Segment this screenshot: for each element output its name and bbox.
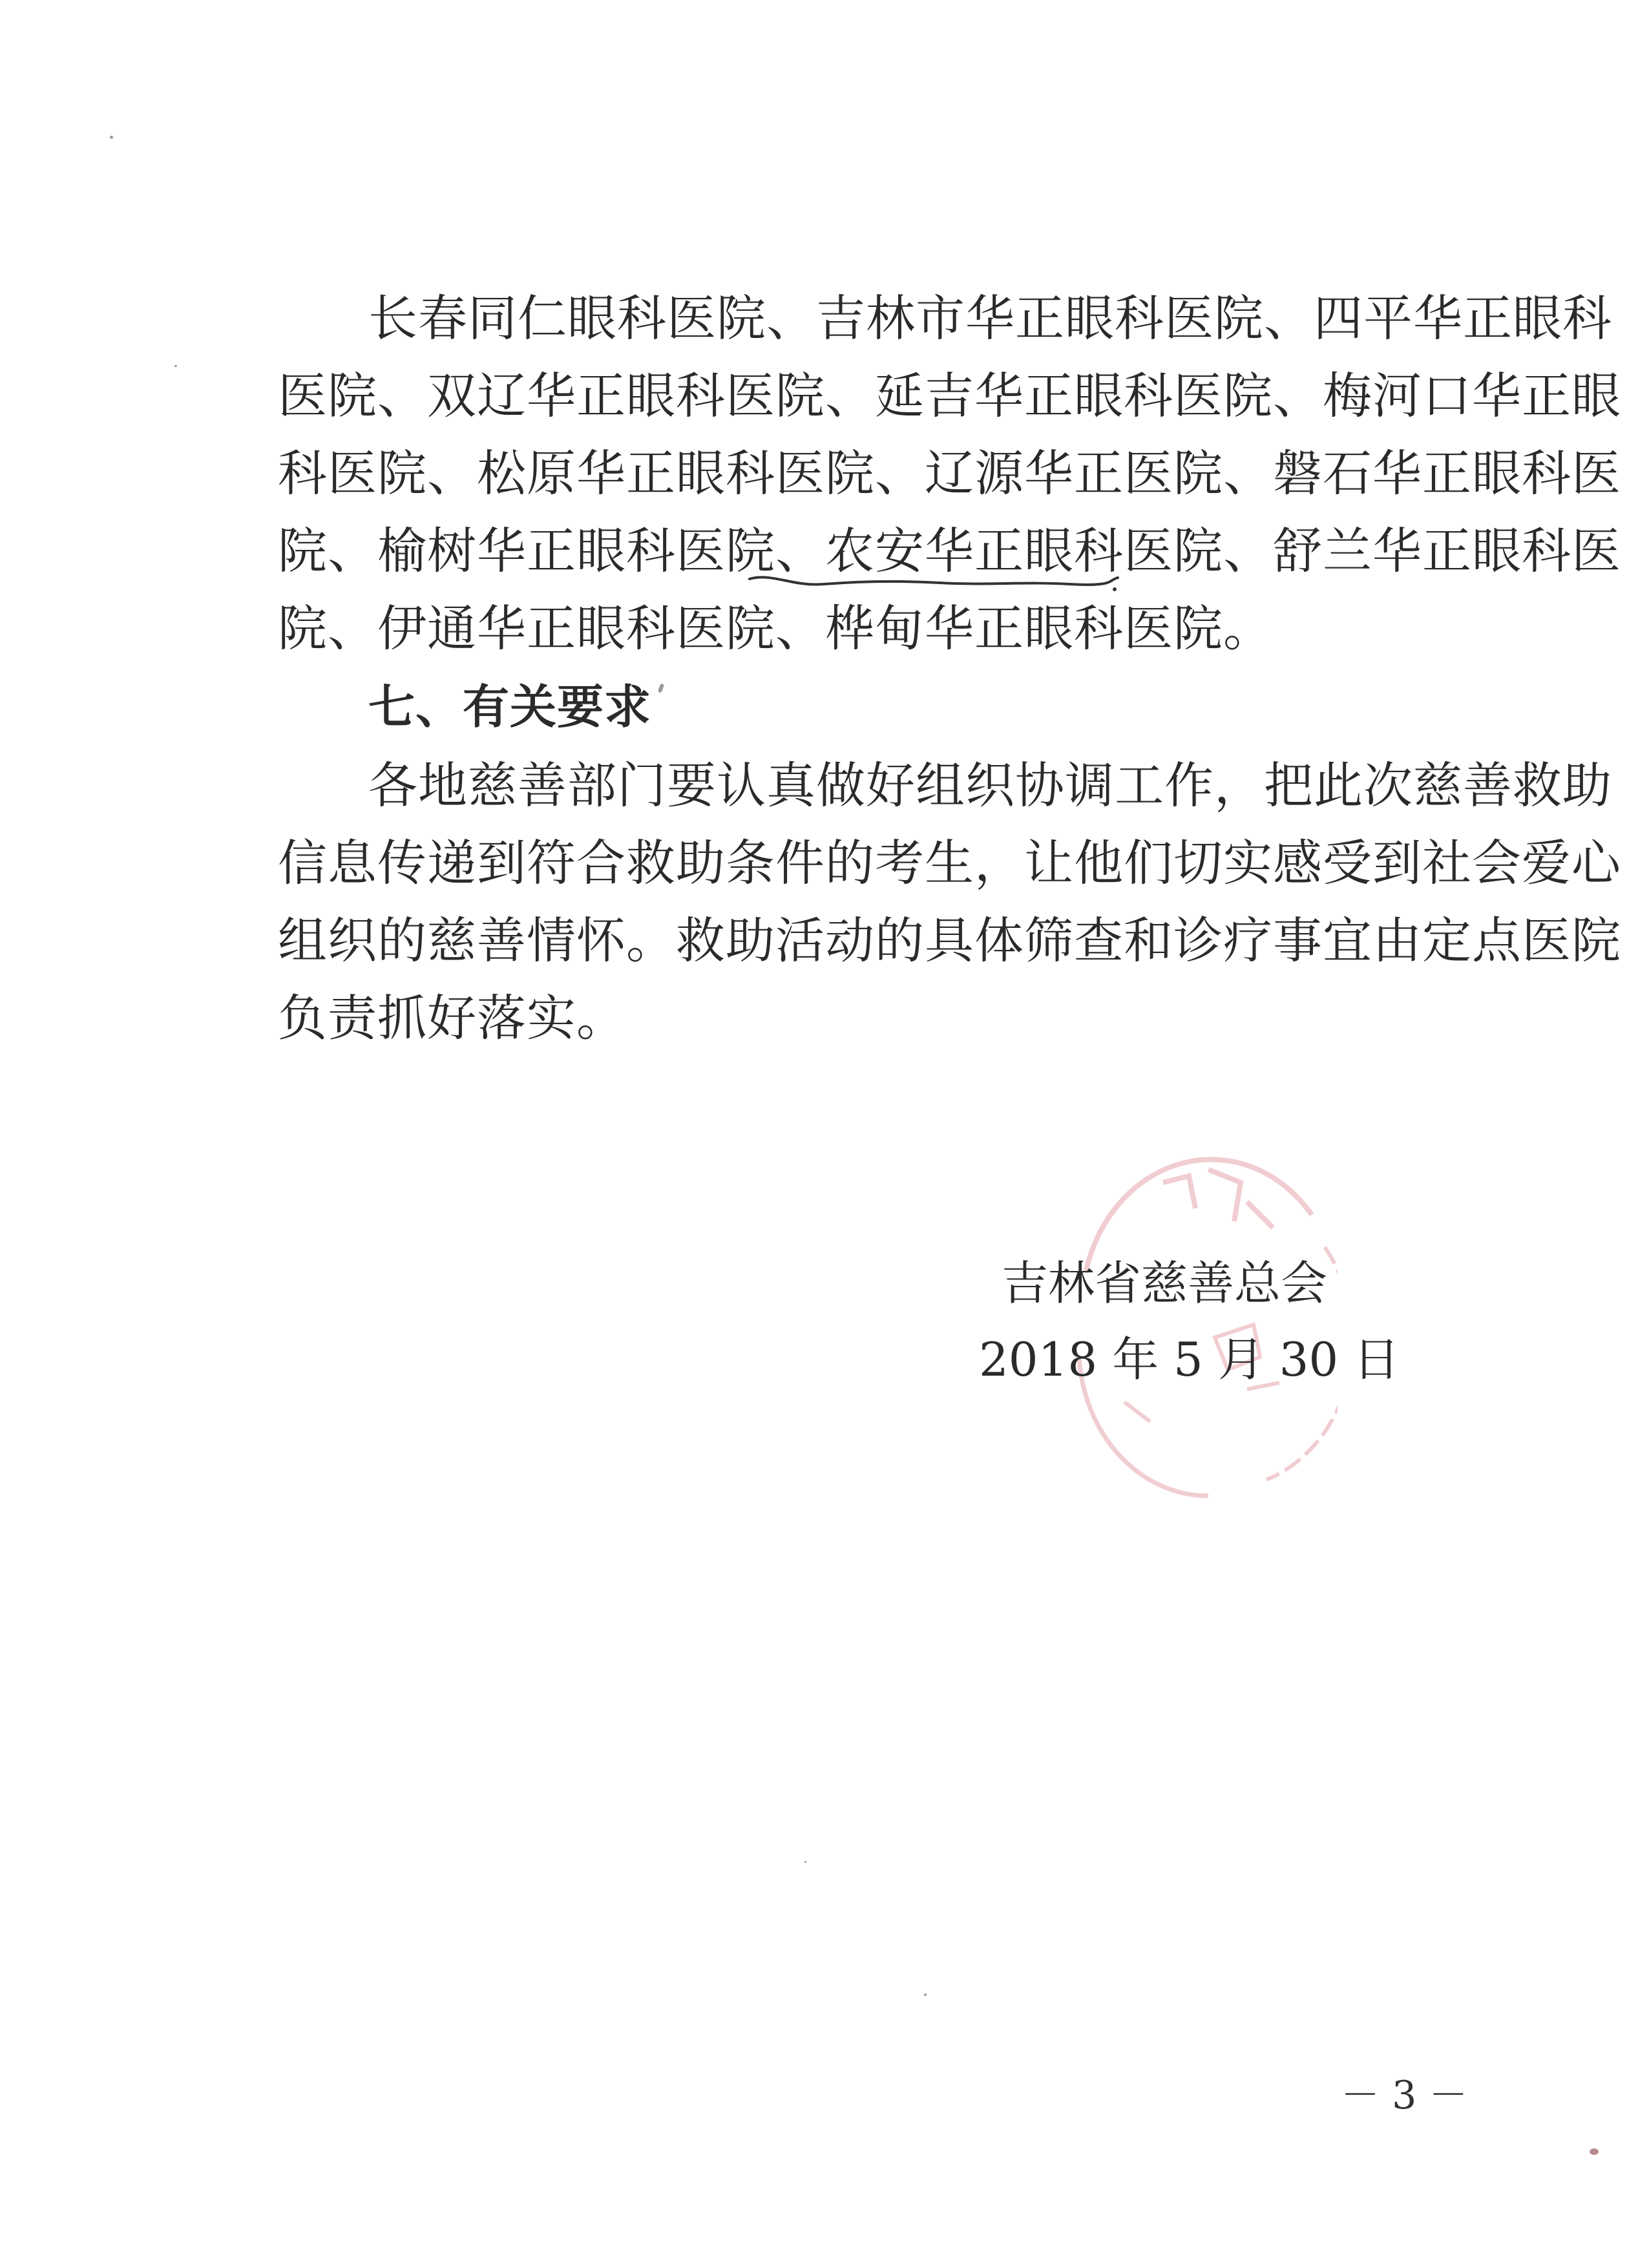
hospitals-line-3: 科医院、松原华正眼科医院、辽源华正医院、磐石华正眼科医	[278, 445, 1621, 502]
handwritten-underline	[746, 567, 1121, 593]
scan-speck	[924, 1993, 927, 1996]
section-heading: 七、有关要求	[368, 680, 652, 734]
page-number: － 3 －	[1341, 2073, 1468, 2118]
scan-speck	[174, 365, 177, 367]
hospitals-line-2: 医院、双辽华正眼科医院、延吉华正眼科医院、梅河口华正眼	[278, 367, 1621, 425]
hospitals-line-5: 院、伊通华正眼科医院、桦甸华正眼科医院。	[278, 600, 1273, 657]
issue-date: 2018 年 5 月 30 日	[979, 1332, 1400, 1387]
requirements-line-2: 信息传递到符合救助条件的考生，让他们切实感受到社会爱心	[278, 834, 1621, 892]
scan-speck	[804, 1861, 806, 1863]
scan-speck	[110, 136, 113, 139]
pen-mark	[658, 683, 664, 693]
requirements-line-1: 各地慈善部门要认真做好组织协调工作，把此次慈善救助	[368, 757, 1612, 814]
scan-speck	[1590, 2148, 1599, 2155]
hospitals-line-4: 院、榆树华正眼科医院、农安华正眼科医院、舒兰华正眼科医	[278, 522, 1621, 580]
requirements-line-3: 组织的慈善情怀。救助活动的具体筛查和诊疗事宜由定点医院	[278, 912, 1621, 969]
official-seal-stamp	[1053, 1144, 1338, 1506]
issuing-organization: 吉林省慈善总会	[1002, 1256, 1328, 1310]
requirements-line-4: 负责抓好落实。	[278, 989, 626, 1047]
hospitals-line-1: 长春同仁眼科医院、吉林市华正眼科医院、四平华正眼科	[368, 289, 1612, 347]
